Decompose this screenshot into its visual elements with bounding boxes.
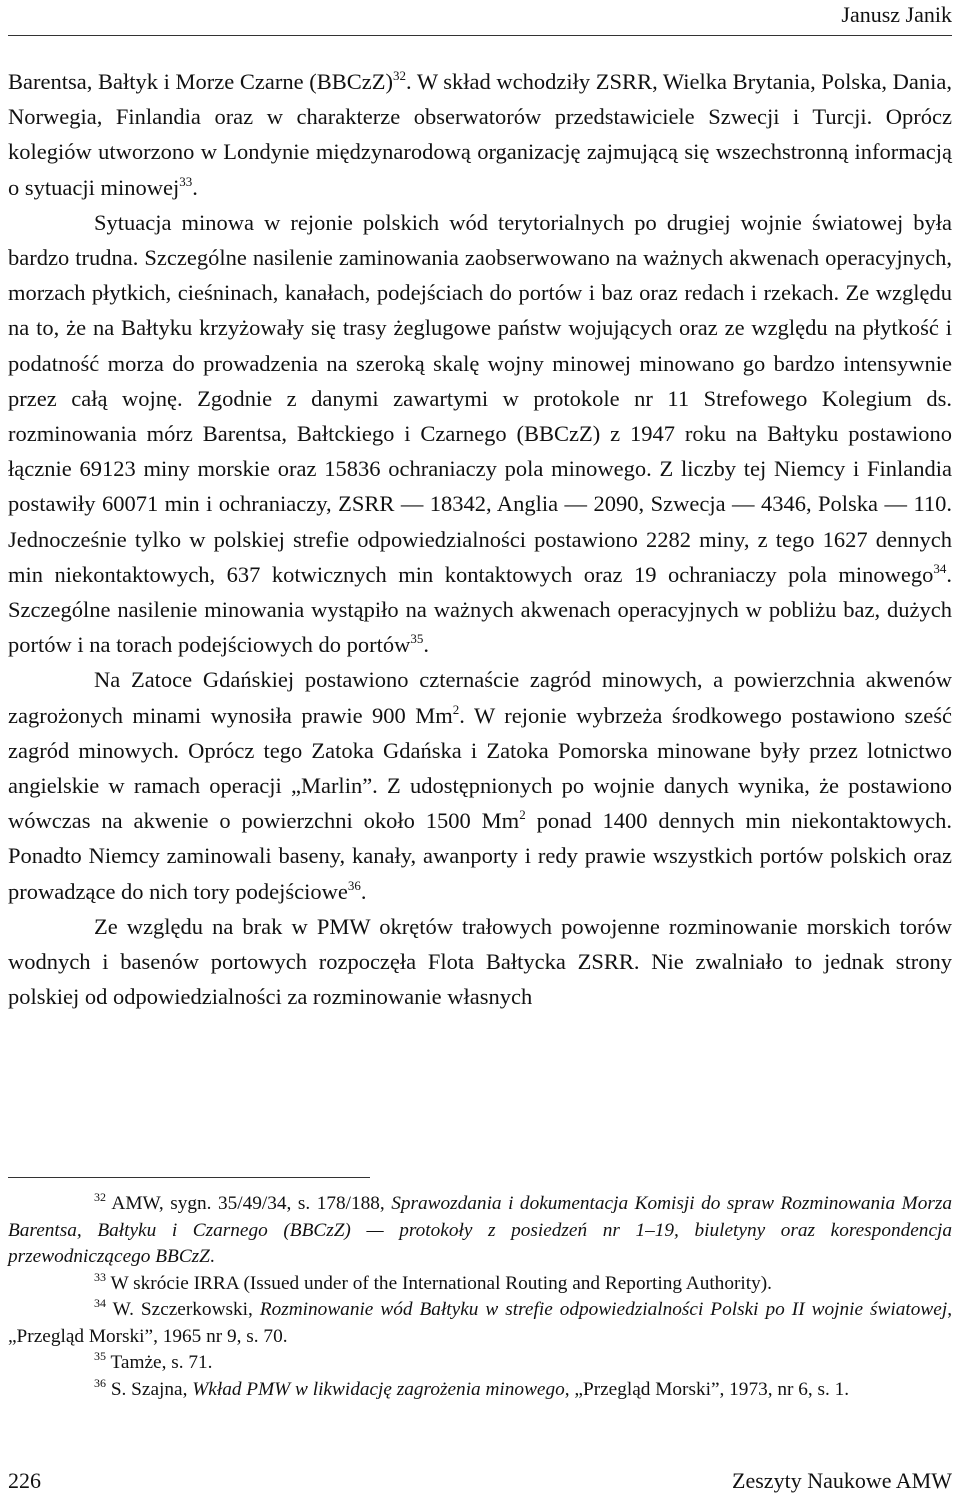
text-segment: Ze względu na brak w PMW okrętów trałowych powojenne rozminowanie morskich torów wodnych i basenów portowych rozpoczęła Flota Bałtycka ZSRR. Nie zwalniało to jednak strony polskiej od odpowiedzialności za rozminowanie własnych <box>8 913 952 1010</box>
page-number: 226 <box>8 1468 41 1493</box>
italic-text: Sprawozdania i dokumentacja Komisji do spraw Rozminowania Morza Barentsa, Bałtyku i Czarnego (BBCzZ) — protokoły z posiedzeń nr 1–19, biuletyny oraz korespondencja przewodniczącego BBCzZ <box>8 1193 952 1267</box>
body-paragraph <box>8 662 952 908</box>
footnotes <box>8 1191 952 1403</box>
text-segment: . W skład wchodziły ZSRR, Wielka Brytania, Polska, Dania, Norwegia, Finlandia oraz w charakterze obserwatorów przedstawiciele Szwecji i Turcji. Oprócz kolegiów utworzono w Londynie międzynarodową organizację zajmującą się wszechstronną informacją o sytuacji minowej <box>8 69 952 200</box>
header-rule <box>8 35 952 36</box>
body-paragraph <box>8 64 952 205</box>
footnote <box>8 1350 952 1377</box>
body-paragraph <box>8 909 952 1015</box>
text-segment: . <box>209 1246 215 1267</box>
footnote-ref: 34 <box>933 560 947 576</box>
text-segment: S. Szajna, <box>106 1378 193 1400</box>
text-segment: W skrócie IRRA (Issued under of the International Routing and Reporting Authority). <box>106 1272 772 1294</box>
text-segment: , „Przegląd Morski”, 1973, nr 6, s. 1. <box>564 1378 850 1400</box>
footnote-ref: 36 <box>347 877 361 893</box>
footnote-number: 32 <box>94 1190 106 1204</box>
footnote-separator <box>8 1177 370 1178</box>
text-segment: Tamże, s. 71. <box>106 1352 213 1373</box>
footnote-number: 33 <box>94 1269 106 1284</box>
text-segment: Barentsa, Bałtyk i Morze Czarne (BBCzZ) <box>8 69 393 94</box>
text-segment: Sytuacja minowa w rejonie polskich wód terytorialnych po drugiej wojnie światowej była bardzo trudna. Szczególne nasilenie zaminowania zaobserwowano na ważnych akwenach operacyjnych, morzach płytkich, cieśninach, kanałach, podejściach do portów i baz oraz redach i rzekach. Ze względu na to, że na Bałtyku krzyżowały się trasy żeglugowe państw wojujących oraz ze względu na płytkość i podatność morza do prowadzenia na szeroką skalę wojny minowej minowano go bardzo intensywnie przez całą wojnę. Zgodnie z danymi zawartymi w protokole nr 11 Strefowego Kolegium ds. rozminowania mórz Barentsa, Bałtckiego i Czarnego (BBCzZ) z 1947 roku na Bałtyku postawiono łącznie 69123 miny morskie oraz 15836 ochraniaczy pola minowego. Z liczby tej Niemcy i Finlandia postawiły 60071 min i ochraniaczy, ZSRR — 18342, Anglia — 2090, Szwecja — 4346, Polska — 110. Jednocześnie tylko w polskiej strefie odpowiedzialności postawiono 2282 miny, z tego 1627 dennych min niekontaktowych, 637 kotwicznych min kontaktowych oraz 19 ochraniaczy pola minowego <box>8 209 952 587</box>
footnote <box>8 1377 952 1404</box>
journal-name: Zeszyty Naukowe AMW <box>732 1468 952 1493</box>
text-segment: AMW, sygn. 35/49/34, s. 178/188, <box>106 1193 392 1214</box>
footnote <box>8 1191 952 1271</box>
footnote-ref: 35 <box>410 631 424 647</box>
text-segment: Na Zatoce Gdańskiej postawiono czternaście zagród minowych, a powierzchnia akwenów zagrożonych minami wynosiła prawie 900 Mm <box>8 667 952 728</box>
body-text <box>8 64 952 1014</box>
text-segment: , „Przegląd Morski”, 1965 nr 9, s. 70. <box>8 1299 953 1347</box>
text-segment: . <box>360 878 367 904</box>
footnote-number: 34 <box>94 1296 106 1310</box>
text-segment: . Szczególne nasilenie minowania wystąpiło na ważnych akwenach operacyjnych w pobliżu baz, dużych portów i na torach podejściowych do portów <box>8 561 952 658</box>
footnote-number: 36 <box>94 1375 106 1390</box>
footnote-ref: 2 <box>519 807 526 823</box>
text-segment: . W rejonie wybrzeża środkowego postawiono sześć zagród minowych. Oprócz tego Zatoka Gdańska i Zatoka Pomorska minowane były przez lotnictwo angielskie w ramach operacji „Marlin”. Z udostępnionych po wojnie danych wynika, że postawiono wówczas na akwenie o powierzchni około 1500 Mm <box>8 702 952 834</box>
italic-text: Wkład PMW w likwidację zagrożenia minowego <box>192 1378 565 1400</box>
text-segment: ponad 1400 dennych min niekontaktowych. Ponadto Niemcy zaminowali baseny, kanały, awanporty i redy prawie wszystkich portów polskich oraz prowadzące do nich tory podejściowe <box>8 808 952 904</box>
footnote-number: 35 <box>94 1349 106 1363</box>
italic-text: Rozminowanie wód Bałtyku w strefie odpowiedzialności Polski po II wojnie światowej <box>259 1299 948 1320</box>
running-header-author: Janusz Janik <box>841 2 952 27</box>
footnote-ref: 32 <box>392 68 406 83</box>
body-paragraph <box>8 205 952 663</box>
footnote-ref: 2 <box>452 701 460 717</box>
footnote-ref: 33 <box>179 173 193 189</box>
footnote <box>8 1297 952 1350</box>
text-segment: . <box>423 632 430 658</box>
text-segment: . <box>192 174 198 200</box>
footnote <box>8 1271 952 1298</box>
text-segment: W. Szczerkowski, <box>106 1299 260 1320</box>
